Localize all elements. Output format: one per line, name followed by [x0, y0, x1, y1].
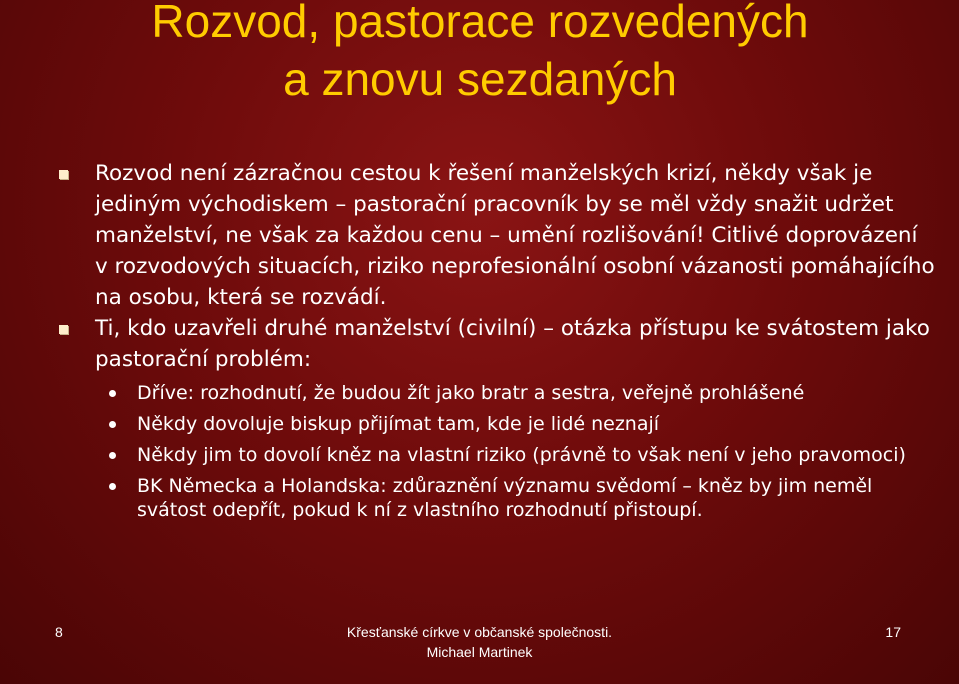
bullet-item	[55, 158, 935, 313]
footer-caption-line-1: Křesťanské církve v občanské společnosti.	[346, 624, 613, 640]
sub-bullet-text: Někdy dovoluje biskup přijímat tam, kde je lidé neznají	[137, 413, 660, 435]
bullet-text: Ti, kdo uzavřeli druhé manželství (civilní) – otázka přístupu ke svátostem jako pastorační problém:	[95, 316, 930, 372]
sub-bullet-item	[95, 474, 935, 522]
bullet-list	[55, 158, 935, 529]
sub-bullet-list	[55, 381, 935, 522]
footer-caption-line-2: Michael Martinek	[426, 644, 533, 660]
footer-caption	[0, 622, 959, 662]
sub-bullet-item	[95, 381, 935, 405]
dot-bullet-icon	[109, 390, 116, 397]
sub-bullet-item	[95, 443, 935, 467]
square-bullet-icon	[59, 170, 68, 179]
square-bullet-icon	[59, 325, 68, 334]
title-line-1: Rozvod, pastorace rozvedených	[151, 0, 809, 47]
dot-bullet-icon	[109, 421, 116, 428]
sub-bullet-text: BK Německa a Holandska: zdůraznění významu svědomí – kněz by jim neměl svátost odepřít, pokud k ní z vlastního rozhodnutí přistoupí.	[137, 475, 873, 521]
dot-bullet-icon	[109, 483, 116, 490]
bullet-item	[55, 313, 935, 375]
title-line-2: a znovu sezdaných	[283, 53, 677, 105]
slide-number: 17	[885, 624, 901, 640]
bullet-text: Rozvod není zázračnou cestou k řešení manželských krizí, někdy však je jediným východiskem – pastorační pracovník by se měl vždy snažit udržet manželství, ne však za každou cenu – umění rozlišování! Citlivé doprovázení v rozvodových situacích, riziko neprofesionální osobní vázanosti pomáhajícího na osobu, která se rozvádí.	[95, 161, 935, 310]
dot-bullet-icon	[109, 452, 116, 459]
sub-bullet-text: Dříve: rozhodnutí, že budou žít jako bratr a sestra, veřejně prohlášené	[137, 382, 805, 404]
slide-title	[40, 0, 920, 108]
sub-bullet-item	[95, 412, 935, 436]
sub-bullet-text: Někdy jim to dovolí kněz na vlastní riziko (právně to však není v jeho pravomoci)	[137, 444, 906, 466]
footer-left-number: 8	[55, 624, 63, 640]
